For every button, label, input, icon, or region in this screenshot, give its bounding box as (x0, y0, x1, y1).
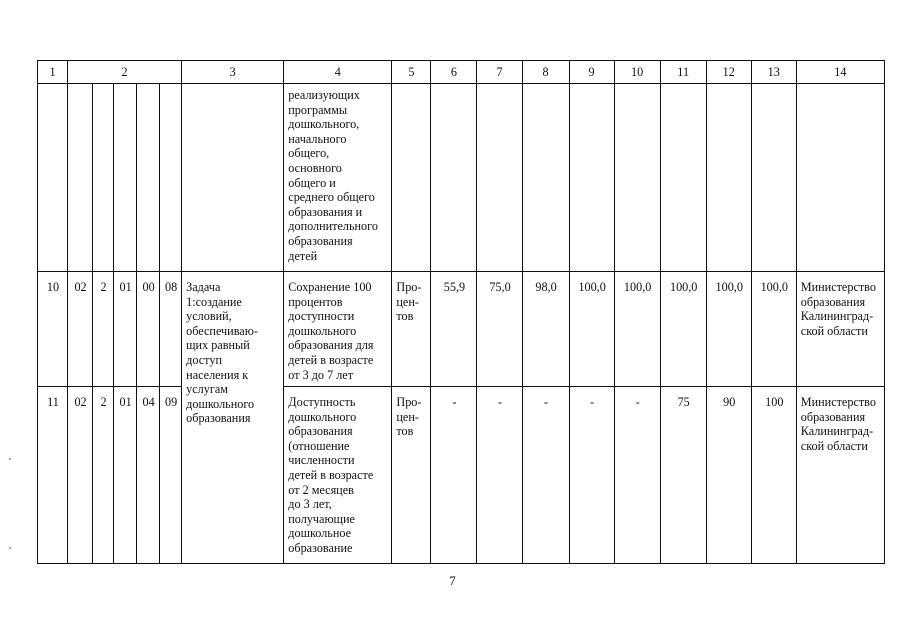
table-row-10 (38, 272, 885, 387)
code-cell: 09 (160, 387, 182, 564)
table-cell (93, 84, 114, 272)
table-cell (706, 84, 751, 272)
table-cell (160, 84, 182, 272)
value-cell: 100,0 (706, 272, 751, 387)
task-cell: Задача 1:создание условий, обеспечиваю- щих равный доступ населения к услугам дошкольного образования (182, 272, 284, 564)
value-cell: 100,0 (660, 272, 706, 387)
header-cell: 13 (751, 61, 796, 84)
table-row-11 (38, 387, 885, 564)
value-cell: 55,9 (431, 272, 477, 387)
table-cell (392, 84, 431, 272)
table-cell (751, 84, 796, 272)
code-cell: 08 (160, 272, 182, 387)
header-cell: 12 (706, 61, 751, 84)
scan-speck (9, 458, 11, 460)
executor-cell: Министерство образования Калининград- ской области (796, 387, 884, 564)
indicator-cell: реализующих программы дошкольного, начального общего, основного общего и среднего общего образования и дополнительного образования детей (284, 84, 392, 272)
header-cell: 14 (796, 61, 884, 84)
header-cell: 7 (477, 61, 522, 84)
value-cell: 98,0 (522, 272, 569, 387)
header-cell: 6 (431, 61, 477, 84)
scan-speck (9, 547, 11, 549)
table-cell (522, 84, 569, 272)
code-cell: 02 (68, 387, 93, 564)
code-cell: 01 (114, 387, 137, 564)
row-number: 11 (38, 387, 68, 564)
code-cell: 02 (68, 272, 93, 387)
header-cell: 8 (522, 61, 569, 84)
header-cell: 9 (569, 61, 614, 84)
header-cell: 3 (182, 61, 284, 84)
value-cell: 90 (706, 387, 751, 564)
header-cell: 1 (38, 61, 68, 84)
unit-cell: Про- цен- тов (392, 387, 431, 564)
header-cell: 11 (660, 61, 706, 84)
table-cell (137, 84, 160, 272)
header-cell: 2 (68, 61, 182, 84)
table-cell (182, 84, 284, 272)
indicator-cell: Доступность дошкольного образования (отношение численности детей в возрасте от 2 месяцев до 3 лет, получающие дошкольное образование (284, 387, 392, 564)
value-cell: - (614, 387, 660, 564)
indicator-cell: Сохранение 100 процентов доступности дошкольного образования для детей в возрасте от 3 до 7 лет (284, 272, 392, 387)
executor-cell: Министерство образования Калининград- ской области (796, 272, 884, 387)
code-cell: 04 (137, 387, 160, 564)
table-cell (614, 84, 660, 272)
header-cell: 4 (284, 61, 392, 84)
value-cell: - (477, 387, 522, 564)
table-cell (569, 84, 614, 272)
unit-cell: Про- цен- тов (392, 272, 431, 387)
header-cell: 10 (614, 61, 660, 84)
row-number: 10 (38, 272, 68, 387)
table-cell (660, 84, 706, 272)
value-cell: 75 (660, 387, 706, 564)
value-cell: - (431, 387, 477, 564)
page-number: 7 (449, 573, 456, 588)
header-row (38, 61, 885, 84)
value-cell: 100 (751, 387, 796, 564)
value-cell: - (569, 387, 614, 564)
value-cell: - (522, 387, 569, 564)
table-cell (38, 84, 68, 272)
value-cell: 100,0 (751, 272, 796, 387)
indicators-table (37, 60, 885, 564)
value-cell: 75,0 (477, 272, 522, 387)
code-cell: 01 (114, 272, 137, 387)
code-cell: 2 (93, 272, 114, 387)
value-cell: 100,0 (614, 272, 660, 387)
table-cell (114, 84, 137, 272)
table-cell (68, 84, 93, 272)
code-cell: 00 (137, 272, 160, 387)
table-row-continued (38, 84, 885, 272)
header-cell: 5 (392, 61, 431, 84)
code-cell: 2 (93, 387, 114, 564)
table-cell (477, 84, 522, 272)
table-cell (796, 84, 884, 272)
table-cell (431, 84, 477, 272)
value-cell: 100,0 (569, 272, 614, 387)
